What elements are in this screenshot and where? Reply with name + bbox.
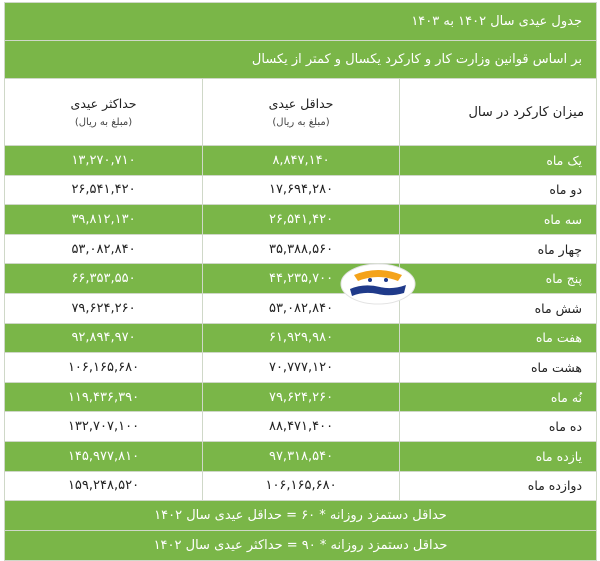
header-max — [5, 79, 203, 146]
row-period: ده ماه — [400, 412, 597, 442]
footer-max-formula: حداقل دستمزد روزانه * ۹۰ = حداکثر عیدی سال ۱۴۰۲ — [5, 531, 597, 561]
table-row — [5, 412, 597, 442]
row-period: هشت ماه — [400, 353, 597, 383]
row-period: نُه ماه — [400, 382, 597, 412]
table-row — [5, 205, 597, 235]
table-row — [5, 382, 597, 412]
row-max: ۷۹,۶۲۴,۲۶۰ — [5, 293, 203, 323]
row-max: ۱۳۲,۷۰۷,۱۰۰ — [5, 412, 203, 442]
header-min — [203, 79, 400, 146]
row-max: ۱۱۹,۴۳۶,۳۹۰ — [5, 382, 203, 412]
header-period-label: میزان کارکرد در سال — [468, 104, 585, 120]
header-min-unit: (مبلغ به ریال) — [272, 117, 330, 128]
row-min: ۶۱,۹۲۹,۹۸۰ — [203, 323, 400, 353]
footer-min-formula: حداقل دستمزد روزانه * ۶۰ = حداقل عیدی سال ۱۴۰۲ — [5, 501, 597, 531]
table-row — [5, 441, 597, 471]
title-row — [5, 3, 597, 41]
row-max: ۱۳,۲۷۰,۷۱۰ — [5, 146, 203, 176]
row-min: ۷۹,۶۲۴,۲۶۰ — [203, 382, 400, 412]
row-min: ۱۰۶,۱۶۵,۶۸۰ — [203, 471, 400, 501]
row-period: یازده ماه — [400, 441, 597, 471]
row-max: ۱۰۶,۱۶۵,۶۸۰ — [5, 353, 203, 383]
row-max: ۳۹,۸۱۲,۱۳۰ — [5, 205, 203, 235]
row-min: ۸۸,۴۷۱,۴۰۰ — [203, 412, 400, 442]
row-max: ۵۳,۰۸۲,۸۴۰ — [5, 234, 203, 264]
row-period: دو ماه — [400, 175, 597, 205]
subtitle-row — [5, 41, 597, 79]
header-row — [5, 79, 597, 146]
table-title: جدول عیدی سال ۱۴۰۲ به ۱۴۰۳ — [5, 3, 597, 41]
row-max: ۱۴۵,۹۷۷,۸۱۰ — [5, 441, 203, 471]
row-period: هفت ماه — [400, 323, 597, 353]
table-row — [5, 353, 597, 383]
row-period: چهار ماه — [400, 234, 597, 264]
row-period: یک ماه — [400, 146, 597, 176]
table-row — [5, 323, 597, 353]
header-min-label: حداقل عیدی — [268, 96, 334, 111]
footer-row-max — [5, 531, 597, 561]
table-row — [5, 175, 597, 205]
header-max-label: حداکثر عیدی — [70, 96, 137, 111]
row-max: ۲۶,۵۴۱,۴۲۰ — [5, 175, 203, 205]
footer-row-min — [5, 501, 597, 531]
andisheh-moaser-logo — [340, 263, 416, 305]
row-max: ۱۵۹,۲۴۸,۵۲۰ — [5, 471, 203, 501]
row-min: ۲۶,۵۴۱,۴۲۰ — [203, 205, 400, 235]
row-min: ۹۷,۳۱۸,۵۴۰ — [203, 441, 400, 471]
row-period: پنج ماه — [400, 264, 597, 294]
table-row — [5, 234, 597, 264]
row-max: ۹۲,۸۹۴,۹۷۰ — [5, 323, 203, 353]
row-min: ۱۷,۶۹۴,۲۸۰ — [203, 175, 400, 205]
row-max: ۶۶,۳۵۳,۵۵۰ — [5, 264, 203, 294]
row-min: ۵۳,۰۸۲,۸۴۰ — [203, 293, 400, 323]
header-max-unit: (مبلغ به ریال) — [74, 117, 133, 128]
table-row — [5, 146, 597, 176]
row-min: ۸,۸۴۷,۱۴۰ — [203, 146, 400, 176]
header-period — [400, 79, 597, 146]
row-min: ۳۵,۳۸۸,۵۶۰ — [203, 234, 400, 264]
row-min: ۴۴,۲۳۵,۷۰۰ — [203, 264, 400, 294]
row-period: سه ماه — [400, 205, 597, 235]
row-period: شش ماه — [400, 293, 597, 323]
table-subtitle: بر اساس قوانین وزارت کار و کارکرد یکسال و کمتر از یکسال — [5, 41, 597, 79]
table-row — [5, 264, 597, 294]
row-period: دوازده ماه — [400, 471, 597, 501]
table-row — [5, 471, 597, 501]
row-min: ۷۰,۷۷۷,۱۲۰ — [203, 353, 400, 383]
table-row — [5, 293, 597, 323]
bonus-table — [4, 2, 597, 561]
